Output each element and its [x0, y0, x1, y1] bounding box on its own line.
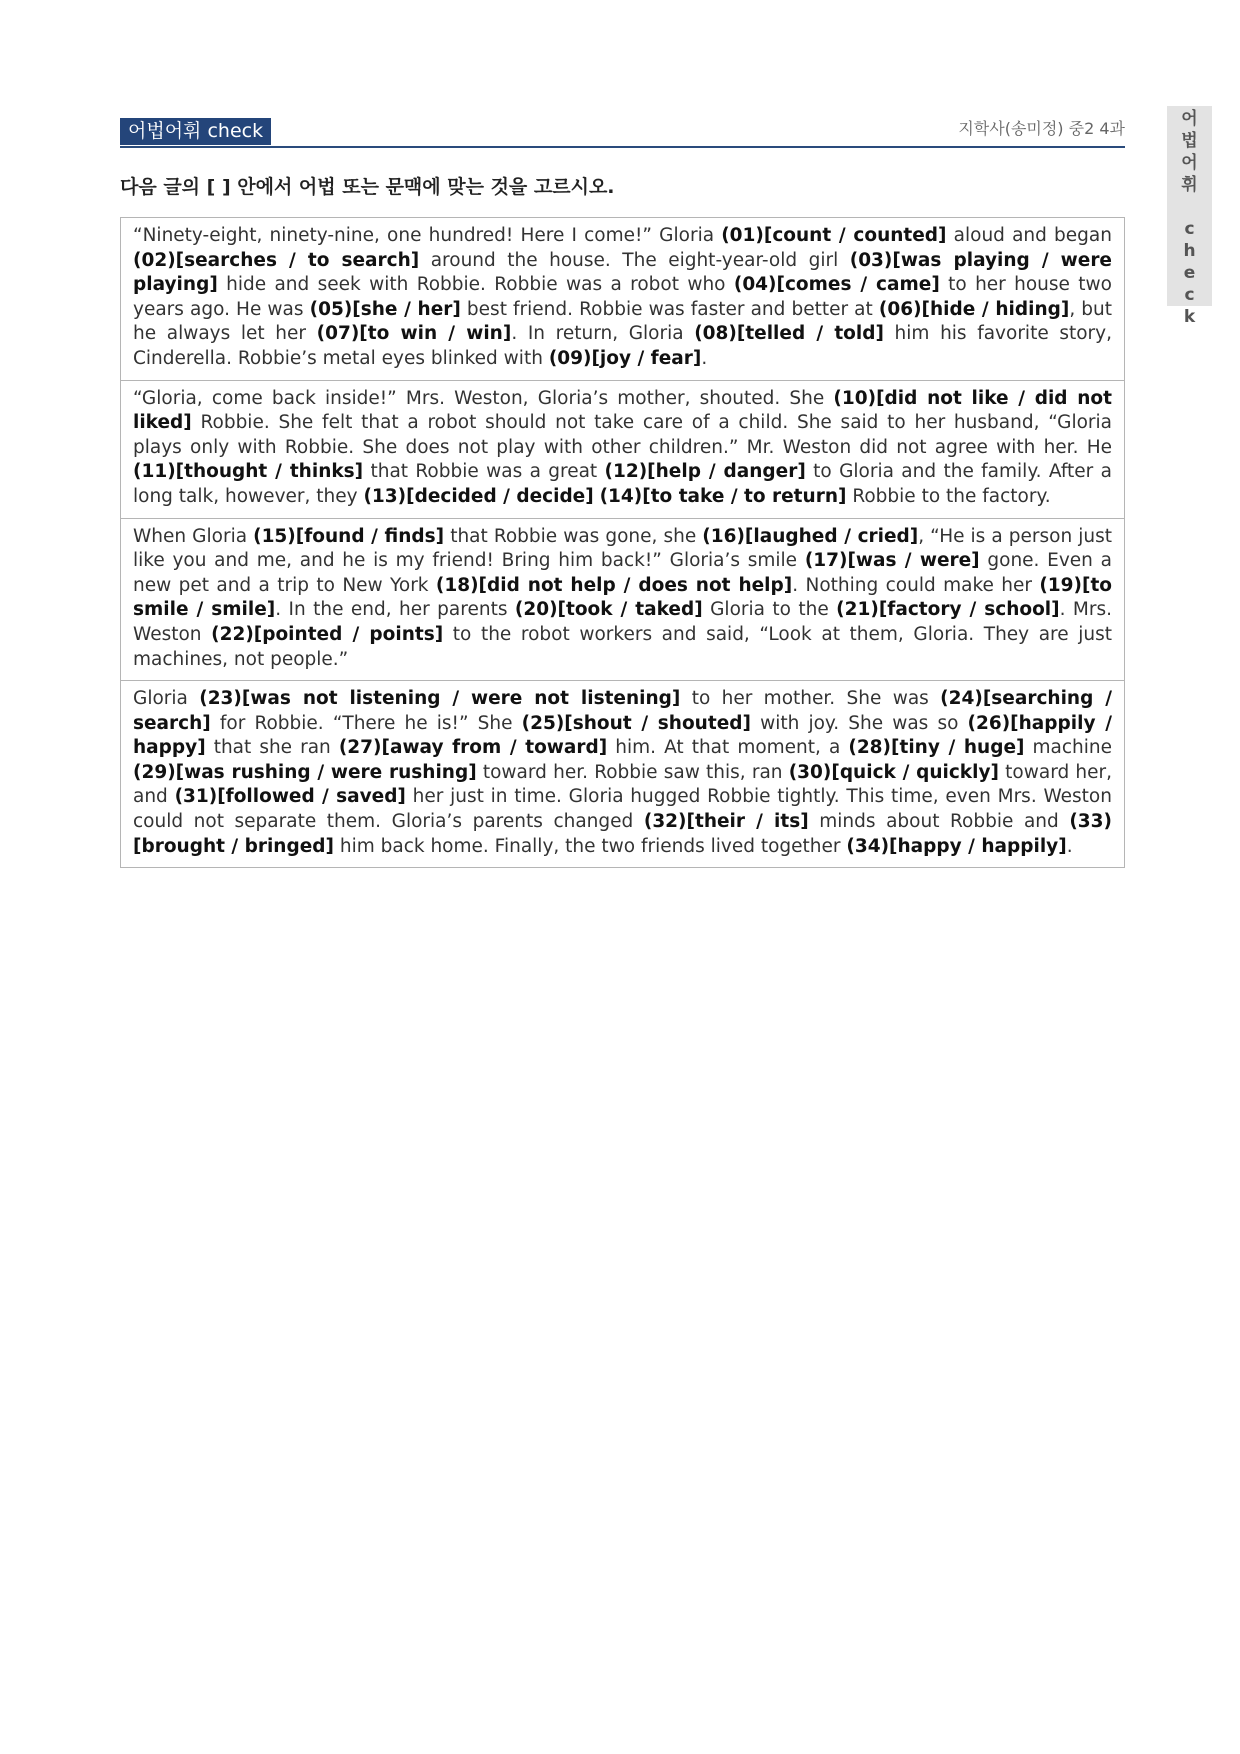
side-tab-char: h [1183, 241, 1196, 261]
passage-text: best friend. Robbie was faster and better at [460, 298, 879, 320]
passage-paragraph [121, 381, 1124, 519]
course-label: 지학사(송미정) 중2 4과 [958, 119, 1125, 138]
choice-item: (20)[took / taked] [514, 599, 703, 621]
passage-box [120, 217, 1125, 868]
passage-text: Robbie to the factory. [846, 485, 1051, 507]
side-tab [1167, 106, 1212, 327]
side-tab-char: k [1183, 307, 1196, 327]
choice-item: (24)[searching / search] [133, 688, 1113, 734]
passage-text: minds about Robbie and [808, 811, 1070, 833]
side-tab-char: e [1183, 263, 1196, 283]
choice-item: (26)[happily / happy] [133, 712, 1112, 759]
passage-text: her just in time. Gloria hugged Robbie tightly. This time, even Mrs. Weston could not separate them. Gloria’s parents changed [133, 786, 1112, 833]
passage-text: , “He is a person just like you and me, and he is my friend! Bring him back!” Gloria’s smile [133, 525, 1112, 572]
choice-item: (11)[thought / thinks] [133, 461, 364, 483]
side-tab-char: 어 [1181, 153, 1198, 173]
passage-text: . Nothing could make her [792, 574, 1040, 596]
choice-item: (32)[their / its] [643, 811, 809, 833]
passage-text: him. At that moment, a [607, 737, 849, 759]
side-tab-char: c [1184, 219, 1195, 239]
passage-text: that Robbie was a great [363, 461, 605, 483]
choice-item: (08)[telled / told] [694, 323, 884, 345]
choice-item: (33)[brought / bringed] [133, 811, 1112, 857]
choice-item: (21)[factory / school] [836, 599, 1060, 621]
passage-text: that she ran [205, 737, 339, 759]
choice-item: (16)[laughed / cried] [702, 525, 919, 547]
choice-item: (19)[to smile / smile] [133, 574, 1113, 621]
passage-text: him back home. Finally, the two friends lived together [333, 835, 847, 857]
choice-item: (07)[to win / win] [316, 323, 512, 345]
choice-item: (06)[hide / hiding] [878, 298, 1070, 320]
passage-text: machine [1024, 737, 1113, 759]
passage-text: to her house two years ago. He was [133, 274, 1112, 320]
section-badge: 어법어휘 check [120, 118, 271, 145]
choice-item: (31)[followed / saved] [174, 786, 406, 808]
choice-item: (23)[was not listening / were not listening] [199, 688, 681, 710]
passage-paragraph [121, 519, 1124, 682]
passage-text: aloud and began [946, 225, 1112, 246]
side-tab-gap [1167, 196, 1212, 218]
passage-text: around the house. The eight-year-old girl [419, 249, 850, 271]
passage-text: . In the end, her parents [275, 599, 515, 621]
passage-text: with joy. She was so [750, 712, 968, 734]
choice-item: (02)[searches / to search] [133, 249, 420, 271]
choice-item: (09)[joy / fear] [548, 347, 702, 369]
passage-text: gone. Even a new pet and a trip to New York [133, 550, 1112, 596]
side-tab-char: 어 [1181, 109, 1198, 129]
passage-text: “Gloria, come back inside!” Mrs. Weston, Gloria’s mother, shouted. She [133, 387, 834, 409]
passage-text: for Robbie. “There he is!” She [210, 712, 522, 734]
choice-item: (01)[count / counted] [721, 225, 947, 246]
passage-paragraph [121, 218, 1124, 381]
passage-paragraph [121, 681, 1124, 867]
side-tab-char: 법 [1181, 131, 1198, 151]
choice-item: (04)[comes / came] [733, 274, 940, 296]
passage-text: hide and seek with Robbie. Robbie was a robot who [217, 274, 734, 296]
passage-text: to her mother. She was [680, 688, 941, 710]
passage-text: When Gloria [133, 525, 254, 547]
passage-text: toward her. Robbie saw this, ran [476, 761, 789, 783]
choice-item: (30)[quick / quickly] [788, 761, 999, 783]
passage-text: Gloria to the [702, 599, 837, 621]
page-header [120, 116, 1125, 148]
passage-text: . [1066, 835, 1073, 857]
passage-text: Robbie. She felt that a robot should not take care of a child. She said to her husband, “Gloria plays only with Robbie. She does not play with other children.” Mr. Weston did not agree with her. He [133, 412, 1112, 458]
choice-item: (15)[found / finds] [253, 525, 445, 547]
choice-item: (25)[shout / shouted] [521, 712, 751, 734]
choice-item: (18)[did not help / does not help] [435, 574, 793, 596]
choice-item: (17)[was / were] [804, 550, 980, 572]
passage-text: toward her, and [133, 761, 1112, 808]
choice-item: (10)[did not like / did not liked] [133, 387, 1112, 434]
passage-text: him his favorite story, Cinderella. Robbie’s metal eyes blinked with [133, 323, 1112, 369]
passage-text: Gloria [133, 688, 200, 710]
passage-text: . In return, Gloria [511, 323, 695, 345]
choice-item: (28)[tiny / huge] [848, 737, 1025, 759]
choice-item: (29)[was rushing / were rushing] [133, 761, 477, 783]
passage-text: to Gloria and the family. After a long talk, however, they [133, 461, 1112, 507]
choice-item: (13)[decided / decide] [363, 485, 594, 507]
choice-item: (34)[happy / happily] [846, 835, 1067, 857]
side-tab-char: 휘 [1181, 175, 1198, 195]
choice-item: (22)[pointed / points] [211, 623, 444, 645]
passage-text: . [701, 347, 708, 369]
passage-text: that Robbie was gone, she [444, 525, 703, 547]
passage-text: “Ninety-eight, ninety-nine, one hundred! Here I come!” Gloria [133, 225, 722, 246]
choice-item: (03)[was playing / were playing] [133, 249, 1112, 296]
instruction-text: 다음 글의 [ ] 안에서 어법 또는 문맥에 맞는 것을 고르시오. [120, 176, 615, 198]
choice-item: (27)[away from / toward] [338, 737, 608, 759]
passage-text: . Mrs. Weston [133, 599, 1112, 645]
choice-item: (14)[to take / to return] [599, 485, 847, 507]
choice-item: (12)[help / danger] [604, 461, 806, 483]
side-tab-char: c [1184, 285, 1195, 305]
passage-text: to the robot workers and said, “Look at them, Gloria. They are just machines, not people.” [133, 623, 1112, 670]
choice-item: (05)[she / her] [309, 298, 461, 320]
passage-text: , but he always let her [133, 298, 1113, 345]
